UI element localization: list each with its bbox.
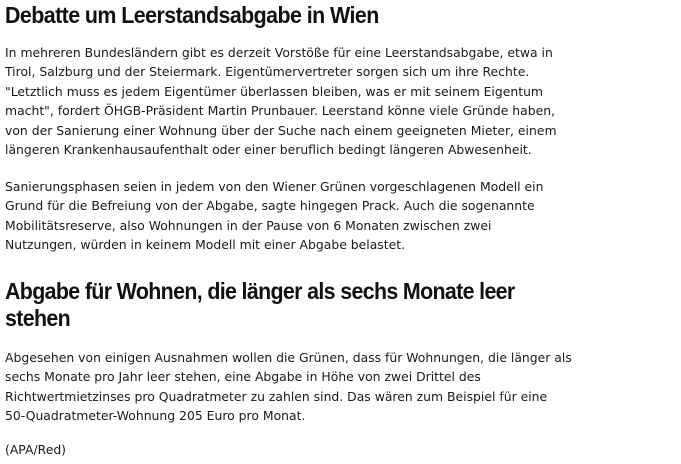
- paragraph-line: Grund für die Befreiung von der Abgabe, sagte hingegen Prack. Auch die sogenannte: [5, 198, 535, 214]
- heading-line: stehen: [5, 305, 71, 331]
- source-text: (APA/Red): [5, 442, 67, 457]
- paragraph-line: Abgesehen von einigen Ausnahmen wollen die Grünen, dass für Wohnungen, die länger als: [5, 350, 572, 365]
- paragraph-line: von der Sanierung einer Wohnung über der Suche nach einem geeigneten Mieter, einem: [5, 122, 557, 138]
- source-credit: [5, 440, 535, 459]
- paragraph-line: längeren Krankenhausaufenthalt oder einer beruflich bedingt längeren Abwesenheit.: [5, 142, 532, 158]
- paragraph-line: macht", fordert ÖHGB-Präsident Martin Prunbauer. Leerstand könne viele Gründe haben,: [5, 103, 556, 119]
- paragraph-line: Nutzungen, würden in keinem Modell mit einer Abgabe belastet.: [5, 237, 406, 253]
- heading-leerstandsabgabe-debatte: Debatte um Leerstandsabgabe in Wien: [5, 2, 379, 28]
- paragraph-bundeslaender: [5, 43, 557, 159]
- paragraph-sanierungsphasen: [5, 177, 544, 255]
- paragraph-line: Mobilitätsreserve, also Wohnungen in der Pause von 6 Monaten zwischen zwei: [5, 217, 492, 233]
- paragraph-abgabe-hoehe: [5, 348, 572, 426]
- paragraph-line: In mehreren Bundesländern gibt es derzeit Vorstöße für eine Leerstandsabgabe, etwa in: [5, 45, 553, 60]
- heading-abgabe-wohnen: [5, 278, 535, 332]
- paragraph-line: Sanierungsphasen seien in jedem von den Wiener Grünen vorgeschlagenen Modell ein: [5, 179, 544, 194]
- paragraph-line: sechs Monate pro Jahr leer stehen, eine Abgabe in Höhe von zwei Drittel des: [5, 369, 481, 385]
- paragraph-line: 50-Quadratmeter-Wohnung 205 Euro pro Monat.: [5, 408, 306, 424]
- heading-line: Abgabe für Wohnen, die länger als sechs Monate leer: [5, 278, 515, 304]
- paragraph-line: Richtwertmietzinses pro Quadratmeter zu zahlen sind. Das wären zum Beispiel für eine: [5, 388, 548, 404]
- paragraph-line: "Letztlich muss es jedem Eigentümer überlassen bleiben, was er mit seinem Eigentum: [5, 83, 543, 99]
- paragraph-line: Tirol, Salzburg und der Steiermark. Eigentümervertreter sorgen sich um ihre Rechte.: [5, 64, 530, 80]
